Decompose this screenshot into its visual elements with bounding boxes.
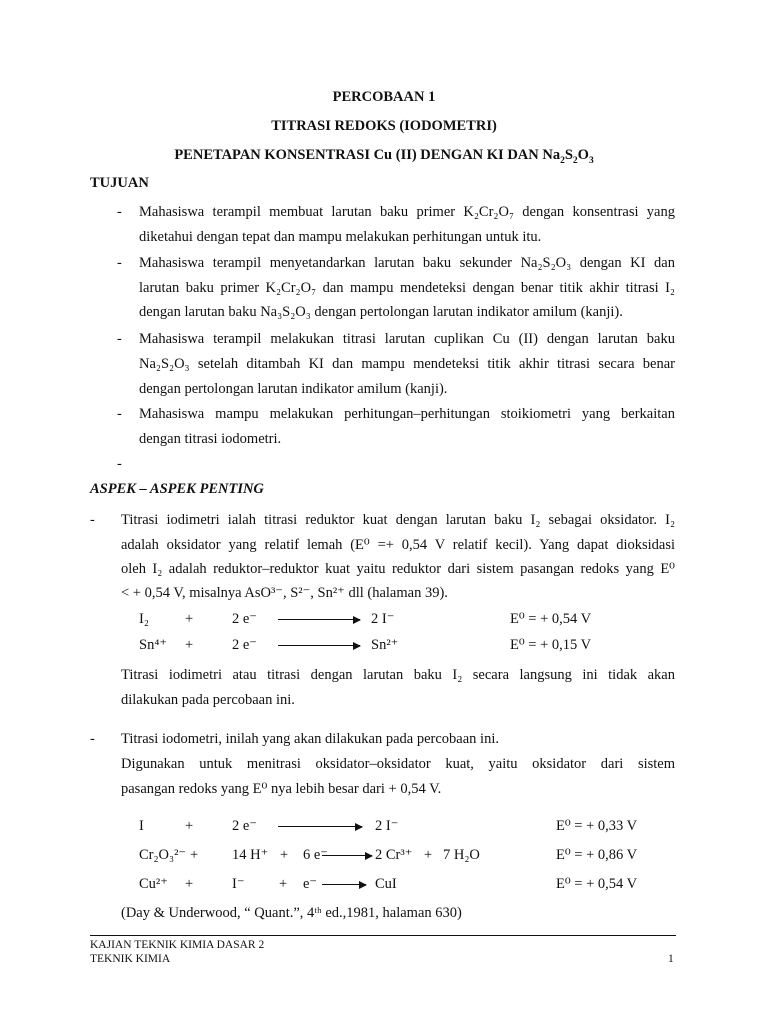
aspek-line: pasangan redoks yang E⁰ nya lebih besar dari + 0,54 V. — [121, 781, 442, 797]
product: 7 H₂O — [443, 847, 480, 863]
reaction-arrow — [278, 826, 362, 827]
reactant: Cu²⁺ — [139, 876, 168, 892]
reference: (Day & Underwood, “ Quant.”, 4ᵗʰ ed.,1981, halaman 630) — [121, 905, 462, 921]
potential: E⁰ = + 0,54 V — [556, 876, 638, 892]
plus-sign: + — [424, 847, 433, 863]
reactant: I⁻ — [232, 876, 245, 892]
potential: E⁰ = + 0,33 V — [556, 818, 638, 834]
bullet-dash: - — [117, 406, 122, 422]
plus-sign: + — [280, 847, 289, 863]
bullet-dash: - — [90, 512, 95, 528]
aspek-line: Titrasi iodometri, inilah yang akan dilakukan pada percobaan ini. — [121, 731, 499, 747]
bullet-dash: - — [117, 204, 122, 220]
footer-divider — [90, 935, 676, 936]
page-title: PERCOBAAN 1 — [332, 89, 436, 105]
aspek-line: oleh I₂ adalah reduktor–reduktor kuat yaitu reduktor dari sistem pasangan redoks yang E⁰ — [121, 561, 675, 577]
reactant: Sn⁴⁺ — [139, 637, 168, 653]
reaction-arrow — [278, 645, 360, 646]
tujuan-line: dengan pertolongan larutan indikator amilum (kanji). — [139, 381, 448, 397]
reactant: I₂ — [139, 611, 149, 627]
aspek-line: Titrasi iodimetri atau titrasi dengan larutan baku I₂ secara langsung ini tidak akan — [121, 667, 675, 683]
electron: 2 e⁻ — [232, 818, 257, 834]
product: 2 I⁻ — [371, 611, 395, 627]
aspek-line: dilakukan pada percobaan ini. — [121, 692, 295, 708]
plus-sign: + — [185, 876, 194, 892]
reaction-arrow — [278, 619, 360, 620]
reaction-arrow — [322, 884, 366, 885]
electron: 2 e⁻ — [232, 637, 257, 653]
aspek-line: < + 0,54 V, misalnya AsO³⁻, S²⁻, Sn²⁺ dll (halaman 39). — [121, 585, 448, 601]
section-title: PENETAPAN KONSENTRASI Cu (II) DENGAN KI DAN $Na_2S_2O_3$ — [174, 147, 594, 166]
bullet-dash: - — [117, 255, 122, 271]
tujuan-line: larutan baku primer K₂Cr₂O₇ dan mampu mendeteksi dengan benar titik akhir titrasi I₂ — [139, 280, 675, 296]
plus-sign: + — [190, 847, 199, 863]
aspek-line: Digunakan untuk menitrasi oksidator–oksidator kuat, yaitu oksidator dari sistem — [121, 756, 675, 772]
bullet-dash: - — [90, 731, 95, 747]
electron: 6 e⁻ — [303, 847, 328, 863]
tujuan-line: diketahui dengan tepat dan mampu melakukan perhitungan untuk itu. — [139, 229, 542, 245]
tujuan-line: Mahasiswa terampil melakukan titrasi larutan cuplikan Cu (II) dengan larutan baku — [139, 331, 675, 347]
aspek-heading: ASPEK – ASPEK PENTING — [90, 481, 264, 497]
reaction-arrow — [322, 855, 372, 856]
product: 2 I⁻ — [375, 818, 399, 834]
tujuan-line: Mahasiswa terampil menyetandarkan larutan baku sekunder Na₂S₂O₃ dengan KI dan — [139, 255, 675, 271]
tujuan-line: dengan larutan baku Na₃S₂O₃ dengan pertolongan larutan indikator amilum (kanji). — [139, 304, 623, 320]
potential: E⁰ = + 0,86 V — [556, 847, 638, 863]
aspek-line: adalah oksidator yang relatif lemah (E⁰ =+ 0,54 V relatif kecil). Yang dapat dioksidasi — [121, 537, 675, 553]
potential: E⁰ = + 0,15 V — [510, 637, 592, 653]
tujuan-line: dengan titrasi iodometri. — [139, 431, 282, 447]
footer-dept: TEKNIK KIMIA — [90, 953, 171, 965]
plus-sign: + — [279, 876, 288, 892]
tujuan-line: Mahasiswa mampu melakukan perhitungan–perhitungan stoikiometri yang berkaitan — [139, 406, 675, 422]
reactant: 14 H⁺ — [232, 847, 269, 863]
reactant: I — [139, 818, 144, 834]
tujuan-line: Na₂S₂O₃ setelah ditambah KI dan mampu mendeteksi titik akhir titrasi secara benar — [139, 356, 675, 372]
aspek-line: Titrasi iodimetri ialah titrasi reduktor kuat dengan larutan baku I₂ sebagai oksidator. I₂ — [121, 512, 675, 528]
footer-course: KAJIAN TEKNIK KIMIA DASAR 2 — [90, 939, 265, 951]
plus-sign: + — [185, 637, 194, 653]
reactant: Cr₂O₃²⁻ — [139, 847, 187, 863]
page-number: 1 — [668, 953, 674, 965]
electron: 2 e⁻ — [232, 611, 257, 627]
electron: e⁻ — [303, 876, 318, 892]
product: 2 Cr³⁺ — [375, 847, 413, 863]
potential: E⁰ = + 0,54 V — [510, 611, 592, 627]
plus-sign: + — [185, 611, 194, 627]
subtitle: TITRASI REDOKS (IODOMETRI) — [271, 118, 497, 134]
bullet-dash: - — [117, 456, 122, 472]
product: Sn²⁺ — [371, 637, 399, 653]
tujuan-line: Mahasiswa terampil membuat larutan baku primer K₂Cr₂O₇ dengan konsentrasi yang — [139, 204, 675, 220]
plus-sign: + — [185, 818, 194, 834]
bullet-dash: - — [117, 331, 122, 347]
tujuan-heading: TUJUAN — [90, 175, 149, 191]
product: CuI — [375, 876, 397, 892]
